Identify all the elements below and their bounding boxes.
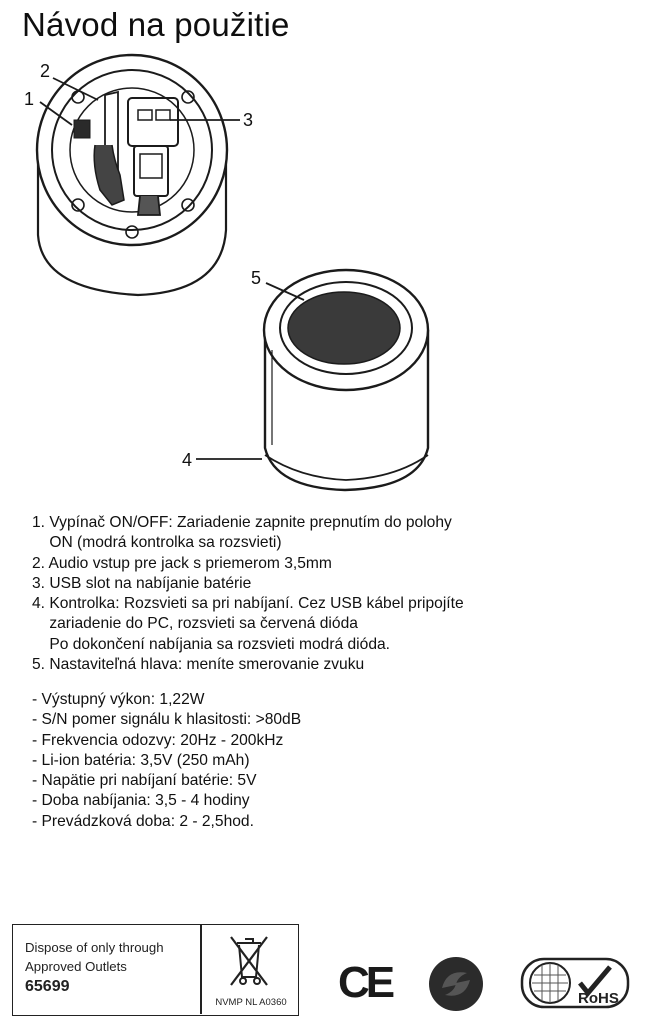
spec-line: - S/N pomer signálu k hlasitosti: >80dB <box>32 711 302 729</box>
product-illustration <box>0 0 650 500</box>
disposal-line-2: Approved Outlets <box>25 959 127 974</box>
callout-2: 2 <box>40 61 51 81</box>
spec-line: - Výstupný výkon: 1,22W <box>32 691 205 708</box>
feature-line: 5. Nastaviteľná hlava: meníte smerovanie zvuku <box>32 656 365 674</box>
spec-line: - Napätie pri nabíjaní batérie: 5V <box>32 772 257 790</box>
weee-bin-icon <box>227 933 271 991</box>
feature-line: 4. Kontrolka: Rozsvieti sa pri nabíjaní. Cez USB kábel pripojíte <box>32 595 464 613</box>
callout-1: 1 <box>24 89 35 109</box>
ce-mark-icon: CE <box>338 958 392 1007</box>
feature-line: Po dokončení nabíjania sa rozsvieti modrá dióda. <box>32 635 391 653</box>
speaker-side-view <box>264 270 428 490</box>
spec-line: - Li-ion batéria: 3,5V (250 mAh) <box>32 751 250 769</box>
disposal-line-1: Dispose of only through <box>25 940 164 955</box>
spec-line: - Frekvencia odozvy: 20Hz - 200kHz <box>32 731 284 749</box>
disposal-text <box>25 938 164 976</box>
spec-list <box>32 690 301 832</box>
callout-5: 5 <box>251 268 262 288</box>
feature-list <box>32 513 464 675</box>
green-dot-icon <box>427 955 485 1013</box>
speaker-bottom-view <box>37 55 227 295</box>
rohs-label: RoHS <box>578 990 619 1007</box>
page-title: Návod na použitie <box>22 6 290 43</box>
disposal-label <box>12 924 299 1016</box>
rohs-icon <box>520 955 632 1011</box>
feature-line: 1. Vypínač ON/OFF: Zariadenie zapnite prepnutím do polohy <box>32 514 452 531</box>
spec-line: - Prevádzková doba: 2 - 2,5hod. <box>32 812 254 830</box>
nvmp-code: NVMP NL A0360 <box>215 997 287 1008</box>
spec-line: - Doba nabíjania: 3,5 - 4 hodiny <box>32 792 250 810</box>
feature-line: ON (modrá kontrolka sa rozsvieti) <box>32 534 282 552</box>
feature-line: 2. Audio vstup pre jack s priemerom 3,5mm <box>32 554 332 572</box>
callout-4: 4 <box>182 450 193 470</box>
feature-line: 3. USB slot na nabíjanie batérie <box>32 574 252 592</box>
feature-line: zariadenie do PC, rozsvieti sa červená dióda <box>32 615 358 633</box>
product-code: 65699 <box>25 978 70 995</box>
callout-3: 3 <box>243 110 254 130</box>
divider <box>200 925 202 1014</box>
